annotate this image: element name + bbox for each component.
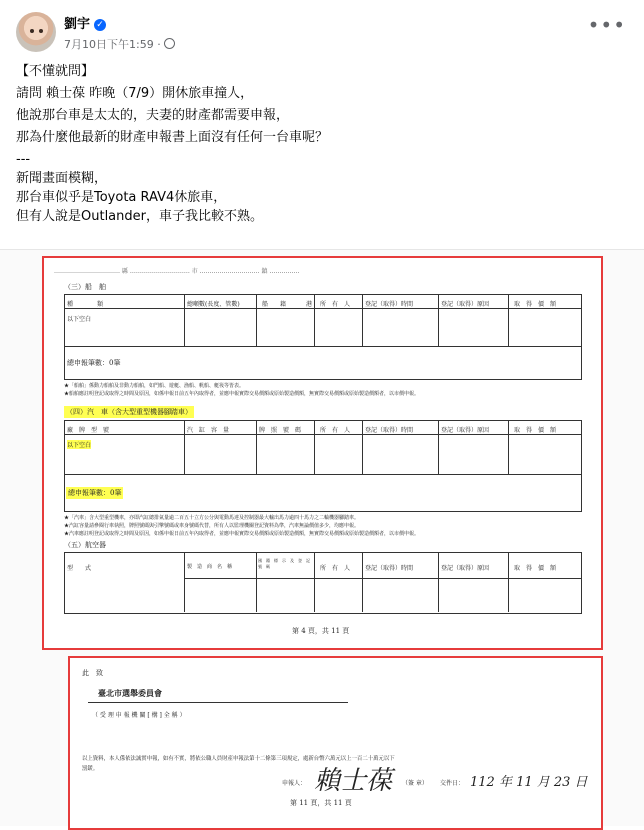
car-total: 總申報筆數：0筆 xyxy=(68,489,122,497)
post-line: 新聞畫面模糊， xyxy=(16,171,108,186)
ship-section-title: （三）船 舶 xyxy=(64,283,106,291)
table-rule xyxy=(508,552,509,612)
ship-header: 所 有 人 xyxy=(320,301,351,308)
aircraft-header: 型 式 xyxy=(67,565,92,572)
post-timestamp[interactable] xyxy=(64,36,175,52)
agency-sub: （ 受 理 申 報 機 關 [ 構 ] 全 稱 ） xyxy=(92,712,186,719)
declaration-text: 以上資料，本人係依法誠實申報，如有不實，將依公職人員財產申報法第十二條第三項規定，處新台幣六萬元以上一百二十萬元以下 xyxy=(82,756,395,762)
table-rule xyxy=(314,552,315,612)
table-rule xyxy=(256,294,257,346)
agency-name: 臺北市選舉委員會 xyxy=(98,688,162,698)
car-header: 取 得 價 額 xyxy=(514,427,557,434)
table-rule xyxy=(256,552,257,612)
ship-total: 總申報筆數：0筆 xyxy=(67,359,121,367)
doc-top-line: …………………………… 縣 ………………………… 市 ………………………… 鎮 …………… xyxy=(54,268,300,275)
date-value: 112 年 11 月 23 日 xyxy=(470,775,588,790)
table-rule xyxy=(362,420,363,474)
table-rule xyxy=(256,420,257,474)
to-label: 此 致 xyxy=(82,669,103,677)
car-header: 登記（取得）時間 xyxy=(365,427,414,434)
page-footer: 第 4 頁，共 11 頁 xyxy=(292,627,350,635)
car-empty: 以下空白 xyxy=(67,442,92,449)
declarant-label: 申報人： xyxy=(282,780,307,787)
table-rule xyxy=(438,420,439,474)
table-rule xyxy=(314,294,315,346)
signature: 賴士葆 xyxy=(314,766,393,796)
verified-badge-icon: ✓ xyxy=(94,19,106,31)
page-footer: 第 11 頁，共 11 頁 xyxy=(290,799,352,807)
table-rule xyxy=(438,552,439,612)
post-line: --- xyxy=(16,152,31,167)
car-note: ★汽缸容量請參閱行車執照，牌照號碼與引擎號碼或車身號碼代替，所有人以監理機關登記資料為準，汽車無論價值多少，均應申報。 xyxy=(64,523,360,529)
ship-empty: 以下空白 xyxy=(67,316,92,323)
post-body xyxy=(16,60,626,226)
aircraft-header: 登記（取得）時間 xyxy=(365,565,414,572)
ship-header: 登記（取得）原因 xyxy=(441,301,490,308)
car-section-title: （四）汽 車（含大型重型機器腳踏車） xyxy=(66,408,192,416)
post-header xyxy=(0,0,644,60)
aircraft-header: 所 有 人 xyxy=(320,565,351,572)
asset-declaration-page-11 xyxy=(68,656,603,830)
ship-header: 船 籍 xyxy=(262,301,287,308)
agency-rule xyxy=(88,702,348,703)
date-label: 交件日： xyxy=(440,780,465,787)
post-line: 那台車似乎是Toyota RAV4休旅車， xyxy=(16,190,227,205)
post-image[interactable] xyxy=(0,249,644,826)
timestamp-text[interactable]: 7月10日下午1:59 · xyxy=(64,38,161,51)
asset-declaration-page-4 xyxy=(42,256,603,650)
table-rule xyxy=(184,294,185,346)
table-rule xyxy=(508,294,509,346)
avatar[interactable] xyxy=(16,12,56,52)
table-rule xyxy=(508,420,509,474)
more-options-button[interactable]: ••• xyxy=(587,13,626,37)
aircraft-header: 製 造 商 名 稱 xyxy=(187,564,233,570)
author-name[interactable] xyxy=(64,13,106,32)
declaration-text: 罰鍰。 xyxy=(82,766,99,772)
car-header: 牌 照 號 碼 xyxy=(259,427,302,434)
seal-label: （簽 章） xyxy=(402,780,428,787)
table-rule xyxy=(184,578,582,579)
table-rule xyxy=(362,294,363,346)
ship-header: 港 xyxy=(306,301,313,308)
ship-header: 登記（取得）時間 xyxy=(365,301,414,308)
car-note: ★「汽車」含大型重型機車，亦即汽缸總排氣量逾二百五十立方公分與電動馬達及控制器最大輸出馬力逾四十馬力之二輪機器腳踏車。 xyxy=(64,515,360,521)
ship-note: ★「船舶」係動力船舶及非動力船舶，如門船、遊艇、漁船、帆船、艇筏等皆表。 xyxy=(64,383,245,389)
author-name-text[interactable]: 劉宇 xyxy=(64,17,91,32)
post-line: 但有人說是Outlander，車子我比較不熟。 xyxy=(16,209,263,224)
table-rule xyxy=(184,420,185,474)
post-line: 他說那台車是太太的，夫妻的財產都需要申報， xyxy=(16,108,290,123)
ship-header: 種 類 xyxy=(67,301,104,308)
table-rule xyxy=(64,434,582,435)
car-header: 登記（取得）原因 xyxy=(441,427,490,434)
table-rule xyxy=(64,346,582,347)
post-line: 那為什麼他最新的財產申報書上面沒有任何一台車呢？ xyxy=(16,130,329,145)
table-rule xyxy=(64,474,582,475)
car-header: 汽 缸 容 量 xyxy=(187,427,230,434)
ship-header: 取 得 價 額 xyxy=(514,301,557,308)
post-line: 請問 賴士葆 昨晚（7/9）開休旅車撞人， xyxy=(16,86,254,101)
aircraft-section-title: （五）航空器 xyxy=(64,541,106,549)
table-rule xyxy=(314,420,315,474)
table-rule xyxy=(64,308,582,309)
car-header: 廠 牌 型 號 xyxy=(67,427,110,434)
ship-header: 總噸數(長度、管數) xyxy=(187,301,240,308)
ship-note: ★船舶應註明登記或取得之時間及原因，如係申報日前五年內取得者，並應申報實際交易價額或原始製造價額，無實際交易價額或原始製造價額者，以市價申報。 xyxy=(64,391,420,397)
avatar-eye xyxy=(30,29,34,33)
aircraft-header: 國 籍 標 示 及 登 記 號 碼 xyxy=(258,558,314,569)
car-header: 所 有 人 xyxy=(320,427,351,434)
table-rule xyxy=(438,294,439,346)
avatar-eye xyxy=(39,29,43,33)
post-line: 【不懂就問】 xyxy=(16,64,95,79)
aircraft-table xyxy=(64,552,582,614)
aircraft-header: 取 得 價 額 xyxy=(514,565,557,572)
car-note: ★汽車應註明登記或取得之時間及原因，如係申報日前五年內取得者，並應申報實際交易價額或原始製造價額，無實際交易價額或原始製造價額者，以市價申報。 xyxy=(64,531,420,537)
table-rule xyxy=(362,552,363,612)
aircraft-header: 登記（取得）原因 xyxy=(441,565,490,572)
globe-icon xyxy=(164,38,175,49)
table-rule xyxy=(184,552,185,612)
